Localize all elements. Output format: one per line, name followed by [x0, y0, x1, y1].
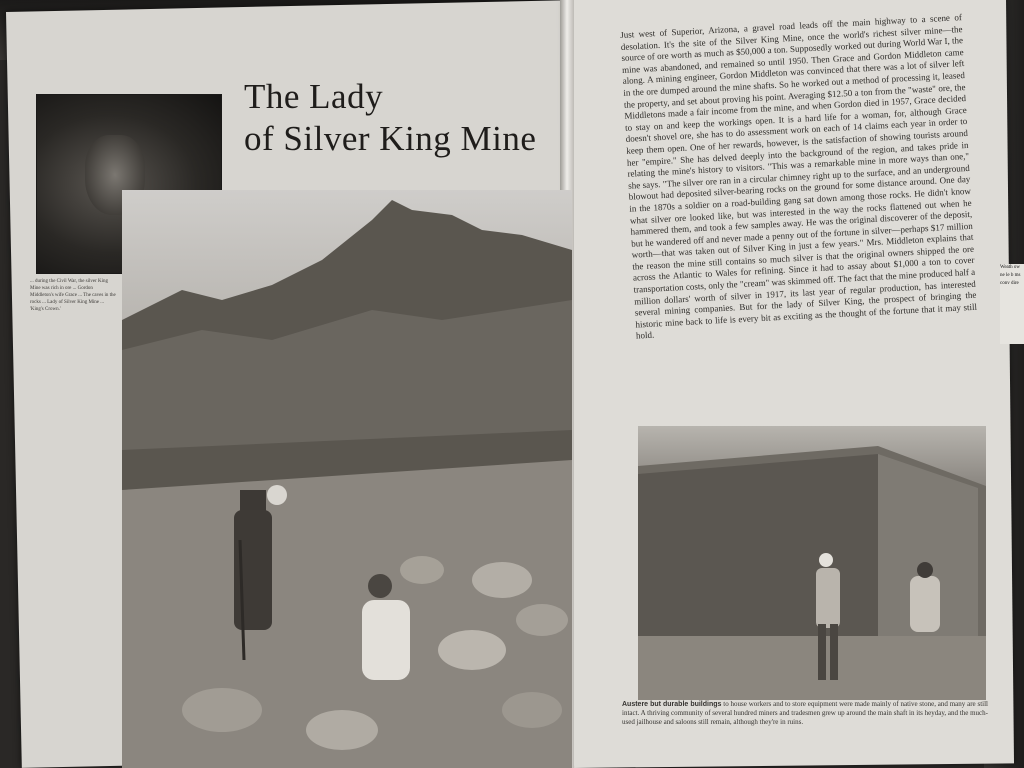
right-caption [622, 700, 988, 752]
article-body: Just west of Superior, Arizona, a gravel road leads off the main highway to a scene of desolation. It's the site of the Silver King Mine, once the world's richest silver mine—the source of ore worth as much as $50,000 a ton. Supposedly worked out during World War I, the mine was abandoned, and remained so until 1950. Then Grace and Gordon Middleton came along. A mining engineer, Gordon Middleton was convinced that there was a lot of silver left in the ore dumped around the mine shafts. So he worked out a method of processing it, leased the property, and set about proving his point. Averaging $12.50 a ton from the "waste" ore, the Middletons made a fair income from the mine, and when Gordon died in 1957, Grace decided to stay on and keep the workings open. It is a hard life for a woman, for, although Grace doesn't shovel ore, she has to do assessment work on each of 14 claims each year in order to keep them open. One of her rewards, however, is the satisfaction of showing tourists around her "empire." She has delved deeply into the background of the region, and takes pride in relating the mine's history to visitors. "This was a remarkable mine in more ways than one," she says. "The silver ore ran in a circular chimney right up to the surface, and an underground blowout had deposited silver-bearing rocks on the ground for some distance around. One day in the 1870s a soldier on a road-building gang sat down among those rocks. He didn't know what silver ore looked like, but was interested in the way the rocks flattened out when he hammered them, and took a few samples away. He was the original discoverer of the deposit, but he wandered off and never made a penny out of the fortune in silver—perhaps $17 million worth—that was taken out of Silver King in just a few years." Mrs. Middleton explains that the reason the mine still contains so much silver is that the original owners shipped the ore across the Atlantic to Wales for refining. Since it had to assay about $1,000 a ton to cover transportation costs, only the "cream" was skimmed off. The fact that the mine produced half a million dollars' worth of silver in 1917, its last year of regular production, has interested several mining companies. But for the lady of Silver King, the prospect of bringing the historic mine back to life is every bit as exciting as the thought of the fortune that it may still hold. [620, 12, 978, 342]
adjacent-page-fragment: Weath ow ne le b ms conv dire [1000, 264, 1024, 344]
title-line-1: The Lady [244, 77, 384, 116]
caption-text: to house workers and to store equipment were made mainly of native stone, and many are still intact. A thriving community of several hundred miners and tradesmen grew up around the main shaft in its heyday, and the much-used jailhouse and saloons still remain, although they're in ruins. [622, 700, 988, 726]
caption-heading: Austere but durable buildings [622, 701, 722, 708]
left-caption: ... during the Civil War, the silver King Mine was rich in ore ... Gordon Middleton's wife Grace ... The caves in the rocks ... Lady of Silver King Mine ... 'King's Crown.' [30, 279, 116, 312]
stone-building-scene [638, 426, 986, 700]
mountain-mine-photo [122, 190, 572, 768]
article-title [244, 76, 536, 160]
stone-building-photo [638, 426, 986, 700]
mountain-scene [122, 190, 572, 768]
title-line-2: of Silver King Mine [244, 119, 537, 158]
